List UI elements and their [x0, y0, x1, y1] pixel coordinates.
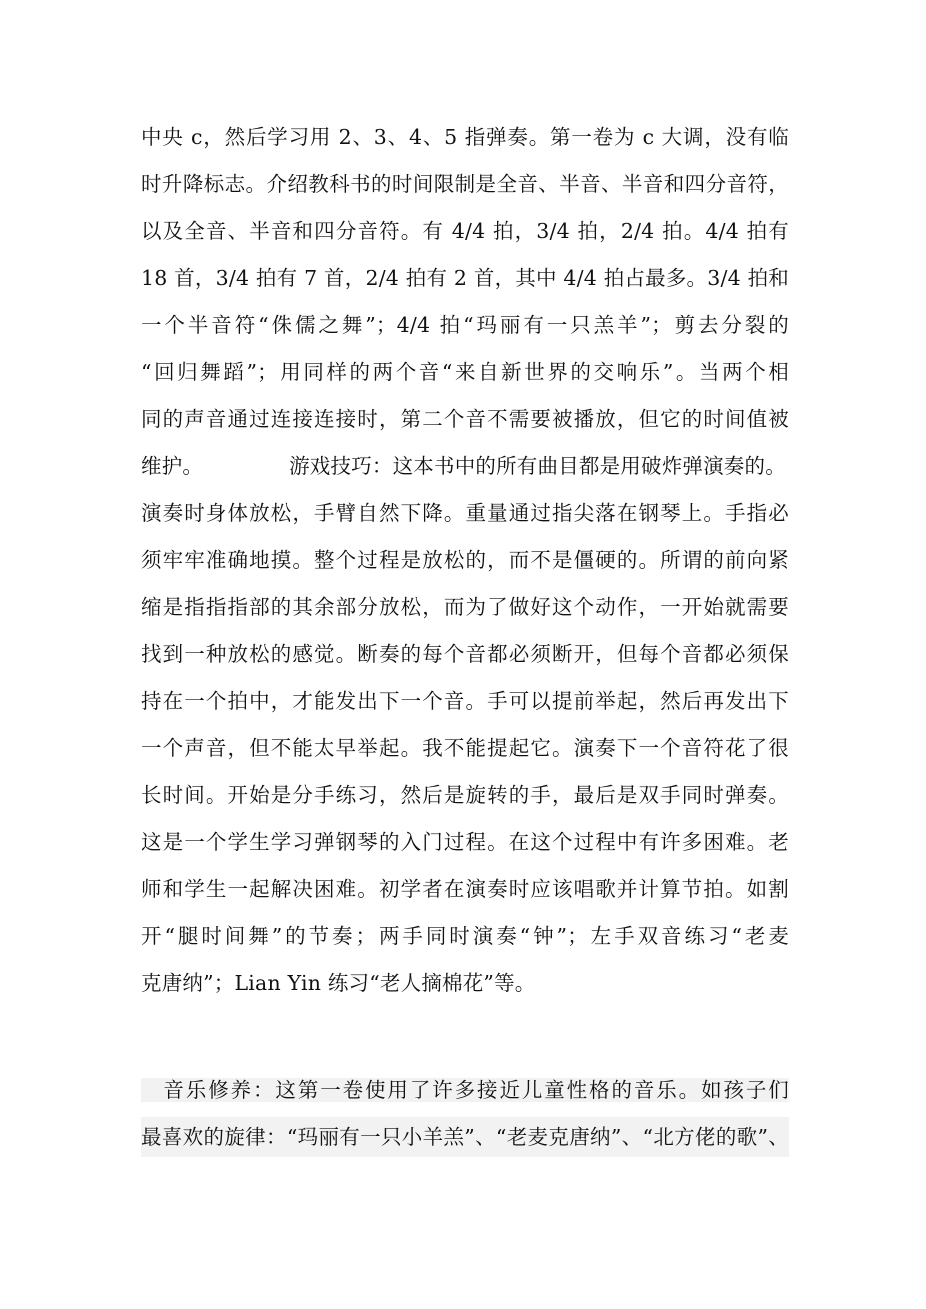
- text-line: 长时间。开始是分手练习，然后是旋转的手，最后是双手同时弹奏。: [141, 783, 789, 807]
- text-line: “回归舞蹈”；用同样的两个音“来自新世界的交响乐”。当两个相: [141, 360, 789, 384]
- text-line-split: [141, 446, 789, 486]
- text-line: 演奏时身体放松，手臂自然下降。重量通过指尖落在钢琴上。手指必: [141, 501, 789, 525]
- text-line: 持在一个拍中，才能发出下一个音。手可以提前举起，然后再发出下: [141, 689, 789, 713]
- highlighted-text: 音乐修养：这第一卷使用了许多接近儿童性格的音乐。如孩子们: [141, 1078, 789, 1102]
- text-line: 缩是指指指部的其余部分放松，而为了做好这个动作，一开始就需要: [141, 595, 789, 619]
- text-line: 以及全音、半音和四分音符。有 4/4 拍，3/4 拍，2/4 拍。4/4 拍有: [141, 219, 789, 243]
- text-line: 时升降标志。介绍教科书的时间限制是全音、半音、半音和四分音符，: [141, 172, 789, 196]
- text-line: 一个声音，但不能太早举起。我不能提起它。演奏下一个音符花了很: [141, 736, 789, 760]
- text-line: 同的声音通过连接连接时，第二个音不需要被播放，但它的时间值被: [141, 407, 789, 431]
- text-line: 一个半音符“侏儒之舞”；4/4 拍“玛丽有一只羔羊”；剪去分裂的: [141, 313, 789, 337]
- text-line: 18 首，3/4 拍有 7 首，2/4 拍有 2 首，其中 4/4 拍占最多。3/4 拍和: [141, 266, 789, 290]
- text-line: 须牢牢准确地摸。整个过程是放松的，而不是僵硬的。所谓的前向紧: [141, 548, 789, 572]
- text-line: 找到一种放松的感觉。断奏的每个音都必须断开，但每个音都必须保: [141, 642, 789, 666]
- text-line-highlighted: 最喜欢的旋律：“玛丽有一只小羊羔”、“老麦克唐纳”、“北方佬的歌”、: [141, 1117, 789, 1157]
- text-line: 这是一个学生学习弹钢琴的入门过程。在这个过程中有许多困难。老: [141, 830, 789, 854]
- text-line-last: 克唐纳”；Lian Yin 练习“老人摘棉花”等。: [141, 971, 536, 995]
- text-line: 师和学生一起解决困难。初学者在演奏时应该唱歌并计算节拍。如割: [141, 877, 789, 901]
- text-line-highlighted: [141, 1070, 789, 1110]
- text-line: 中央 c，然后学习用 2、3、4、5 指弹奏。第一卷为 c 大调，没有临: [141, 125, 789, 149]
- text-line: 开“腿时间舞”的节奏；两手同时演奏“钟”；左手双音练习“老麦: [141, 924, 789, 948]
- text-segment: 游戏技巧：这本书中的所有曲目都是用破炸弹演奏的。: [289, 454, 786, 478]
- text-segment: 维护。: [141, 454, 204, 478]
